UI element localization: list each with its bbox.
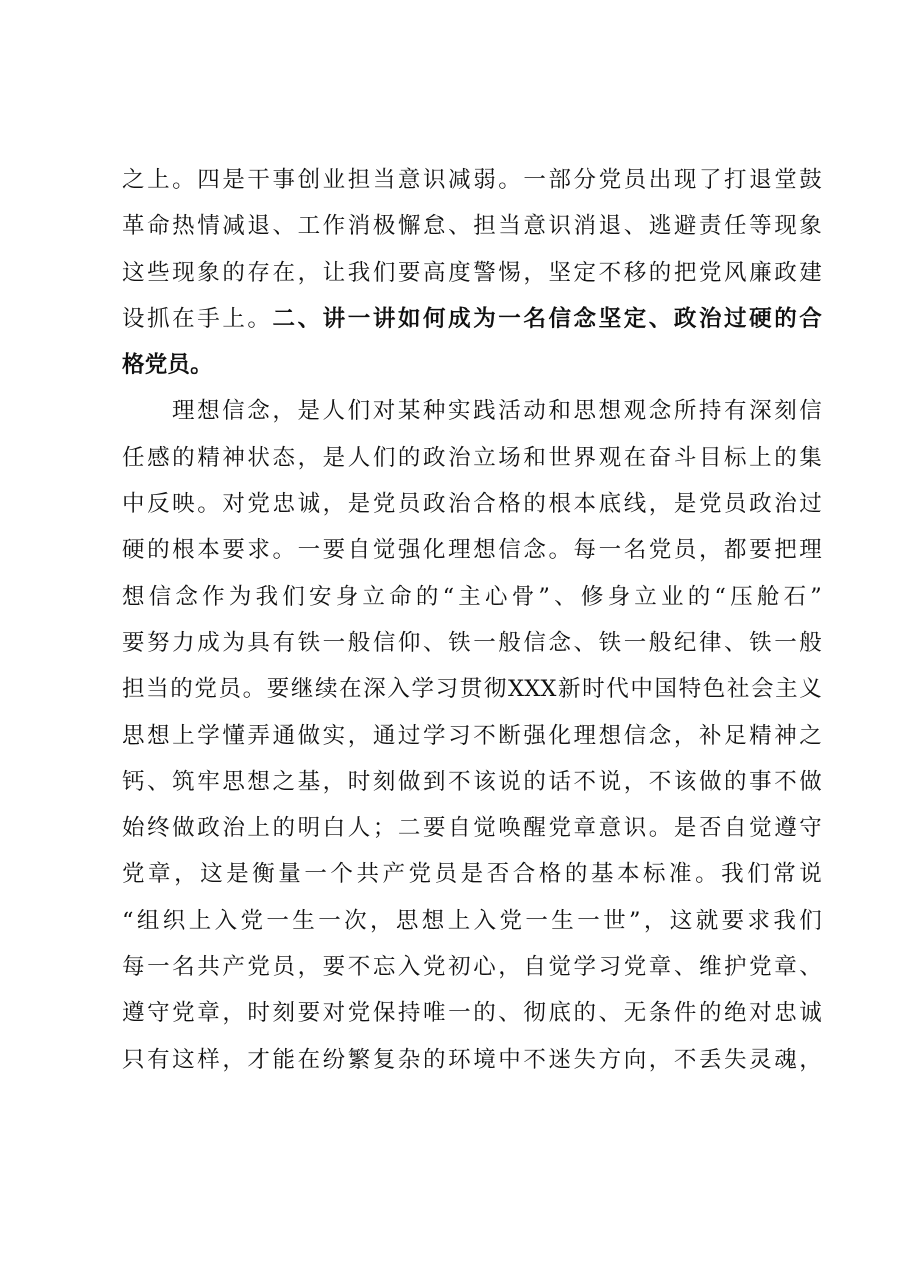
line-text: 遵守党章，时刻要对党保持唯一的、彻底的、无条件的绝对忠诚 bbox=[122, 1000, 822, 1027]
section-heading: 格党员。 bbox=[122, 352, 213, 379]
text-line bbox=[122, 574, 822, 620]
text-line bbox=[122, 620, 822, 666]
text-line bbox=[122, 898, 822, 944]
line-text: 只有这样，才能在纷繁复杂的环境中不迷失方向，不丢失灵魂， bbox=[122, 1046, 822, 1073]
line-text: 任感的精神状态，是人们的政治立场和世界观在奋斗目标上的集 bbox=[122, 444, 822, 471]
line-text: 想信念作为我们安身立命的“主心骨”、修身立业的“压舱石” bbox=[122, 583, 822, 610]
text-line bbox=[122, 944, 822, 990]
line-text: 要努力成为具有铁一般信仰、铁一般信念、铁一般纪律、铁一般 bbox=[122, 629, 822, 656]
line-text: “组织上入党一生一次，思想上入党一生一世”，这就要求我们 bbox=[122, 907, 822, 934]
line-text: 始终做政治上的明白人；二要自觉唤醒党章意识。是否自觉遵守 bbox=[122, 815, 822, 842]
text-line bbox=[122, 805, 822, 851]
text-line bbox=[122, 759, 822, 805]
line-text: 这些现象的存在，让我们要高度警惕，坚定不移的把党风廉政建 bbox=[122, 259, 822, 286]
text-line bbox=[122, 435, 822, 481]
text-line bbox=[122, 203, 822, 249]
line-text: 钙、筑牢思想之基，时刻做到不该说的话不说，不该做的事不做 bbox=[122, 768, 822, 795]
line-text: 理想信念，是人们对某种实践活动和思想观念所持有深刻信 bbox=[172, 398, 822, 425]
text-line bbox=[122, 250, 822, 296]
line-text: 革命热情减退、工作消极懈怠、担当意识消退、逃避责任等现象 bbox=[122, 213, 822, 240]
text-line bbox=[122, 1037, 822, 1083]
line-text: 担当的党员。要继续在深入学习贯彻XXX新时代中国特色社会主义 bbox=[122, 676, 822, 703]
line-text: 之上。四是干事创业担当意识减弱。一部分党员出现了打退堂鼓 bbox=[122, 167, 822, 193]
paragraph-first-line bbox=[122, 388, 822, 434]
text-line bbox=[122, 527, 822, 573]
text-line bbox=[122, 851, 822, 897]
text-line bbox=[122, 713, 822, 759]
text-line bbox=[122, 481, 822, 527]
section-heading: 二、讲一讲如何成为一名信念坚定、政治过硬的合 bbox=[272, 305, 822, 332]
text-line bbox=[122, 990, 822, 1036]
text-line bbox=[122, 342, 822, 388]
text-line bbox=[122, 157, 822, 203]
body-text bbox=[122, 157, 822, 1083]
line-text: 硬的根本要求。一要自觉强化理想信念。每一名党员，都要把理 bbox=[122, 537, 822, 564]
line-text: 每一名共产党员，要不忘入党初心，自觉学习党章、维护党章、 bbox=[122, 954, 822, 981]
text-line bbox=[122, 296, 822, 342]
line-text: 党章，这是衡量一个共产党员是否合格的基本标准。我们常说 bbox=[122, 861, 822, 888]
text-line bbox=[122, 666, 822, 712]
line-text: 中反映。对党忠诚，是党员政治合格的根本底线，是党员政治过 bbox=[122, 491, 822, 518]
line-text: 设抓在手上。 bbox=[122, 305, 273, 332]
line-text: 思想上学懂弄通做实，通过学习不断强化理想信念，补足精神之 bbox=[122, 722, 822, 749]
